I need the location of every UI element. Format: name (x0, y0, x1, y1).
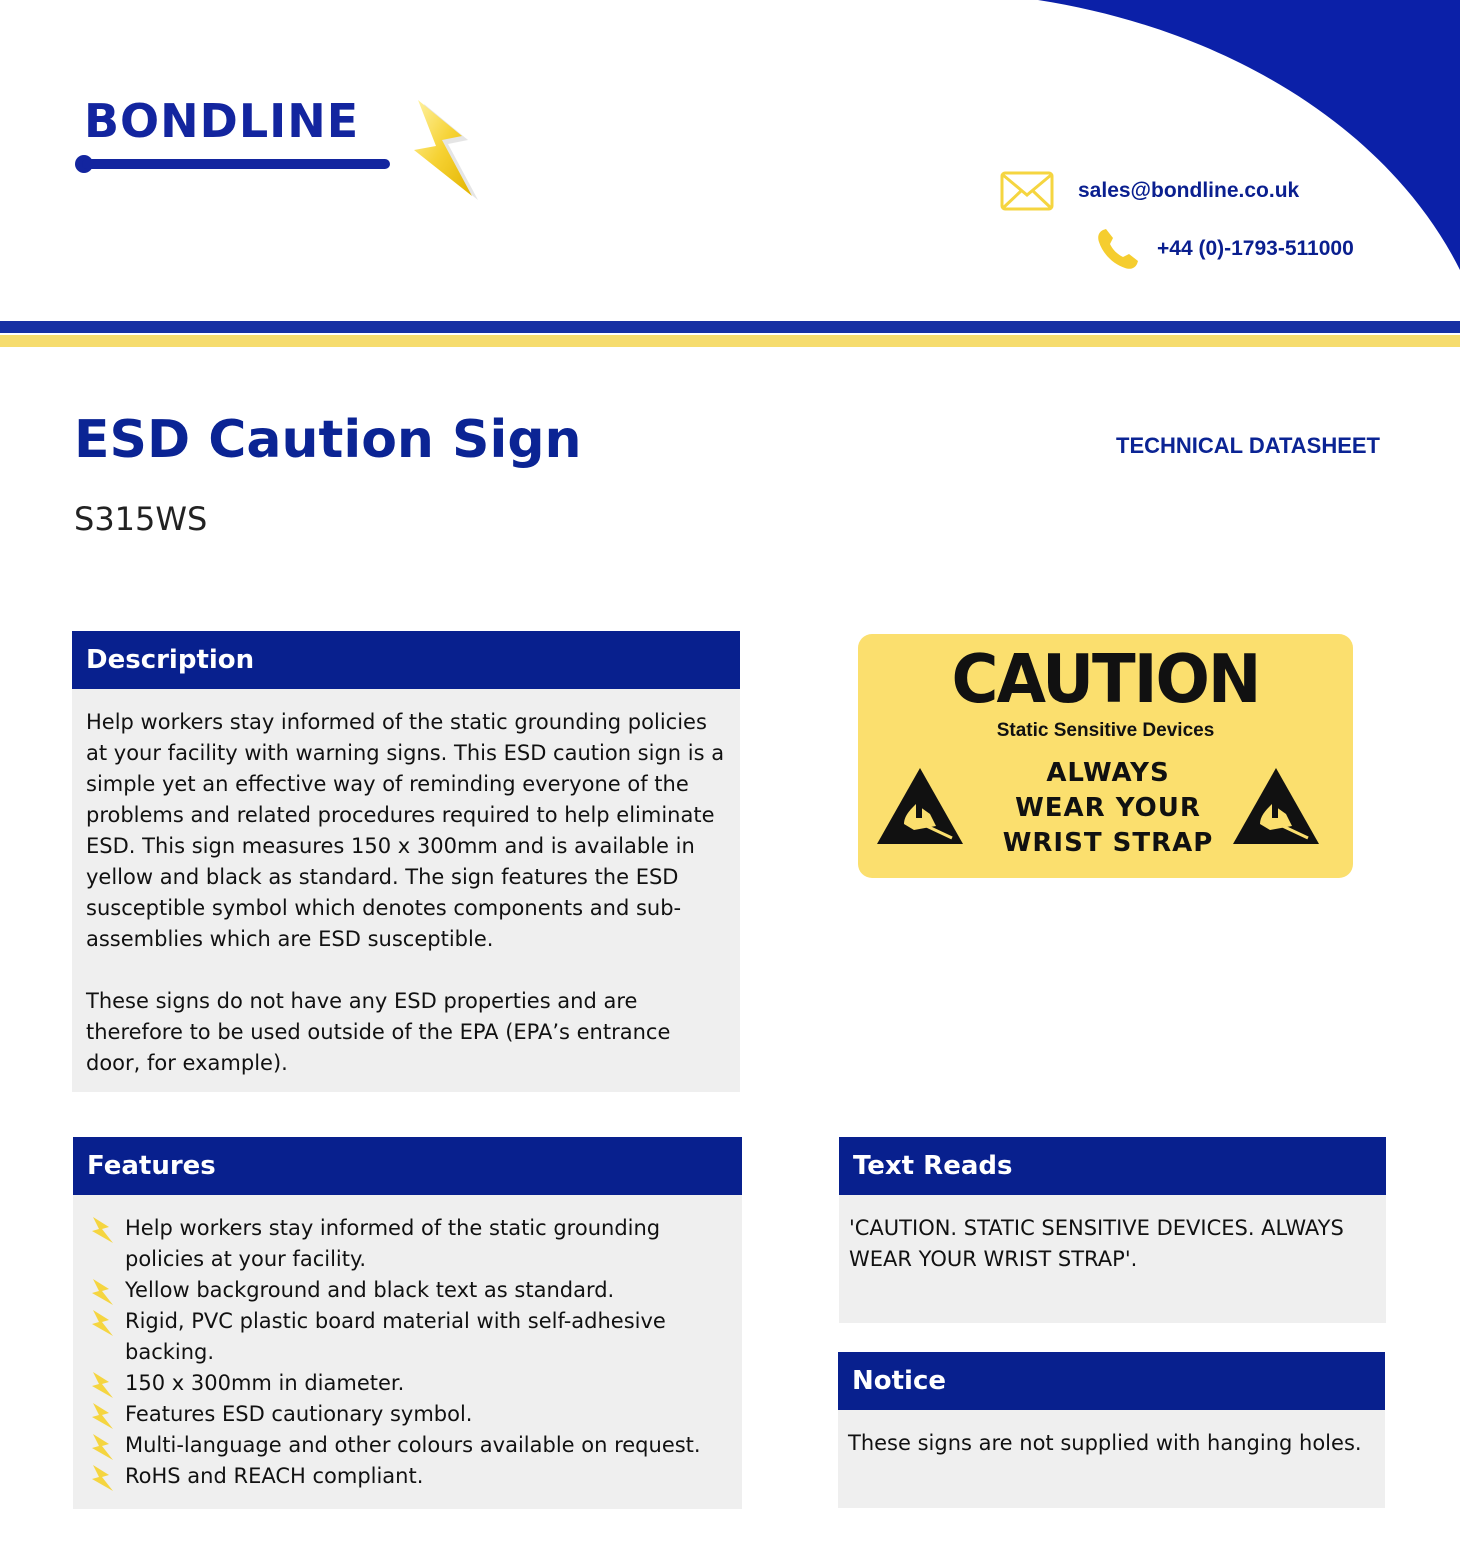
list-item (87, 1368, 728, 1399)
feature-text: Multi-language and other colours available on request. (125, 1433, 701, 1457)
logo-wordmark: BONDLINE (84, 94, 360, 148)
bondline-logo[interactable] (70, 88, 480, 208)
sign-line: ALWAYS (1046, 758, 1170, 788)
feature-text: Features ESD cautionary symbol. (125, 1402, 473, 1426)
lightning-bolt-icon (87, 1308, 117, 1338)
description-body (72, 689, 740, 1093)
description-panel (72, 631, 740, 1092)
features-body (73, 1195, 742, 1506)
sign-line: WEAR YOUR (1015, 793, 1201, 823)
feature-text: 150 x 300mm in diameter. (125, 1371, 405, 1395)
list-item (87, 1461, 728, 1492)
list-item (87, 1399, 728, 1430)
notice-heading: Notice (838, 1352, 1385, 1410)
lightning-bolt-icon (390, 92, 490, 202)
header-stripe-blue (0, 321, 1460, 333)
features-heading: Features (73, 1137, 742, 1195)
header-stripe-yellow (0, 335, 1460, 347)
esd-susceptible-icon (1230, 764, 1322, 848)
email-link[interactable]: sales@bondline.co.uk (1078, 179, 1300, 202)
feature-text: Help workers stay informed of the static grounding policies at your facility. (125, 1216, 661, 1271)
esd-susceptible-icon (874, 764, 966, 848)
contact-email[interactable] (1000, 168, 1299, 214)
list-item (87, 1306, 728, 1368)
lightning-bolt-icon (87, 1215, 117, 1245)
product-code: S315WS (74, 500, 208, 538)
features-list (87, 1213, 728, 1492)
page-title: ESD Caution Sign (74, 410, 582, 470)
feature-text: RoHS and REACH compliant. (125, 1464, 424, 1488)
lightning-bolt-icon (87, 1432, 117, 1462)
sign-line: WRIST STRAP (1002, 828, 1214, 858)
text-reads-heading: Text Reads (839, 1137, 1386, 1195)
list-item (87, 1213, 728, 1275)
features-panel (73, 1137, 742, 1509)
list-item (87, 1430, 728, 1461)
description-paragraph: These signs do not have any ESD properties and are therefore to be used outside of the EPA (EPA’s entrance door, for example). (86, 989, 671, 1075)
lightning-bolt-icon (87, 1370, 117, 1400)
lightning-bolt-icon (87, 1277, 117, 1307)
contact-phone[interactable] (1095, 226, 1354, 272)
sign-subtitle: Static Sensitive Devices (996, 720, 1215, 741)
feature-text: Yellow background and black text as standard. (125, 1278, 615, 1302)
phone-number[interactable]: +44 (0)-1793-511000 (1157, 237, 1354, 260)
list-item (87, 1275, 728, 1306)
feature-text: Rigid, PVC plastic board material with self-adhesive backing. (125, 1309, 666, 1364)
notice-panel (838, 1352, 1385, 1508)
notice-body: These signs are not supplied with hanging holes. (848, 1431, 1362, 1455)
text-reads-panel (839, 1137, 1386, 1323)
document-type-label: TECHNICAL DATASHEET (1116, 433, 1380, 458)
text-reads-body: 'CAUTION. STATIC SENSITIVE DEVICES. ALWAYS WEAR YOUR WRIST STRAP'. (849, 1216, 1344, 1271)
lightning-bolt-icon (87, 1463, 117, 1493)
description-heading: Description (72, 631, 740, 689)
lightning-bolt-icon (87, 1401, 117, 1431)
phone-icon (1095, 226, 1141, 272)
envelope-icon (1000, 171, 1054, 211)
caution-sign-image (858, 634, 1353, 878)
description-paragraph: Help workers stay informed of the static grounding policies at your facility with warning signs. This ESD caution sign is a simple yet an effective way of reminding everyone of the problems and related procedures required to help eliminate ESD. This sign measures 150 x 300mm and is available in yellow and black as standard. The sign features the ESD susceptible symbol which denotes components and sub-assemblies which are ESD susceptible. (86, 710, 725, 951)
sign-heading: CAUTION (951, 641, 1260, 719)
